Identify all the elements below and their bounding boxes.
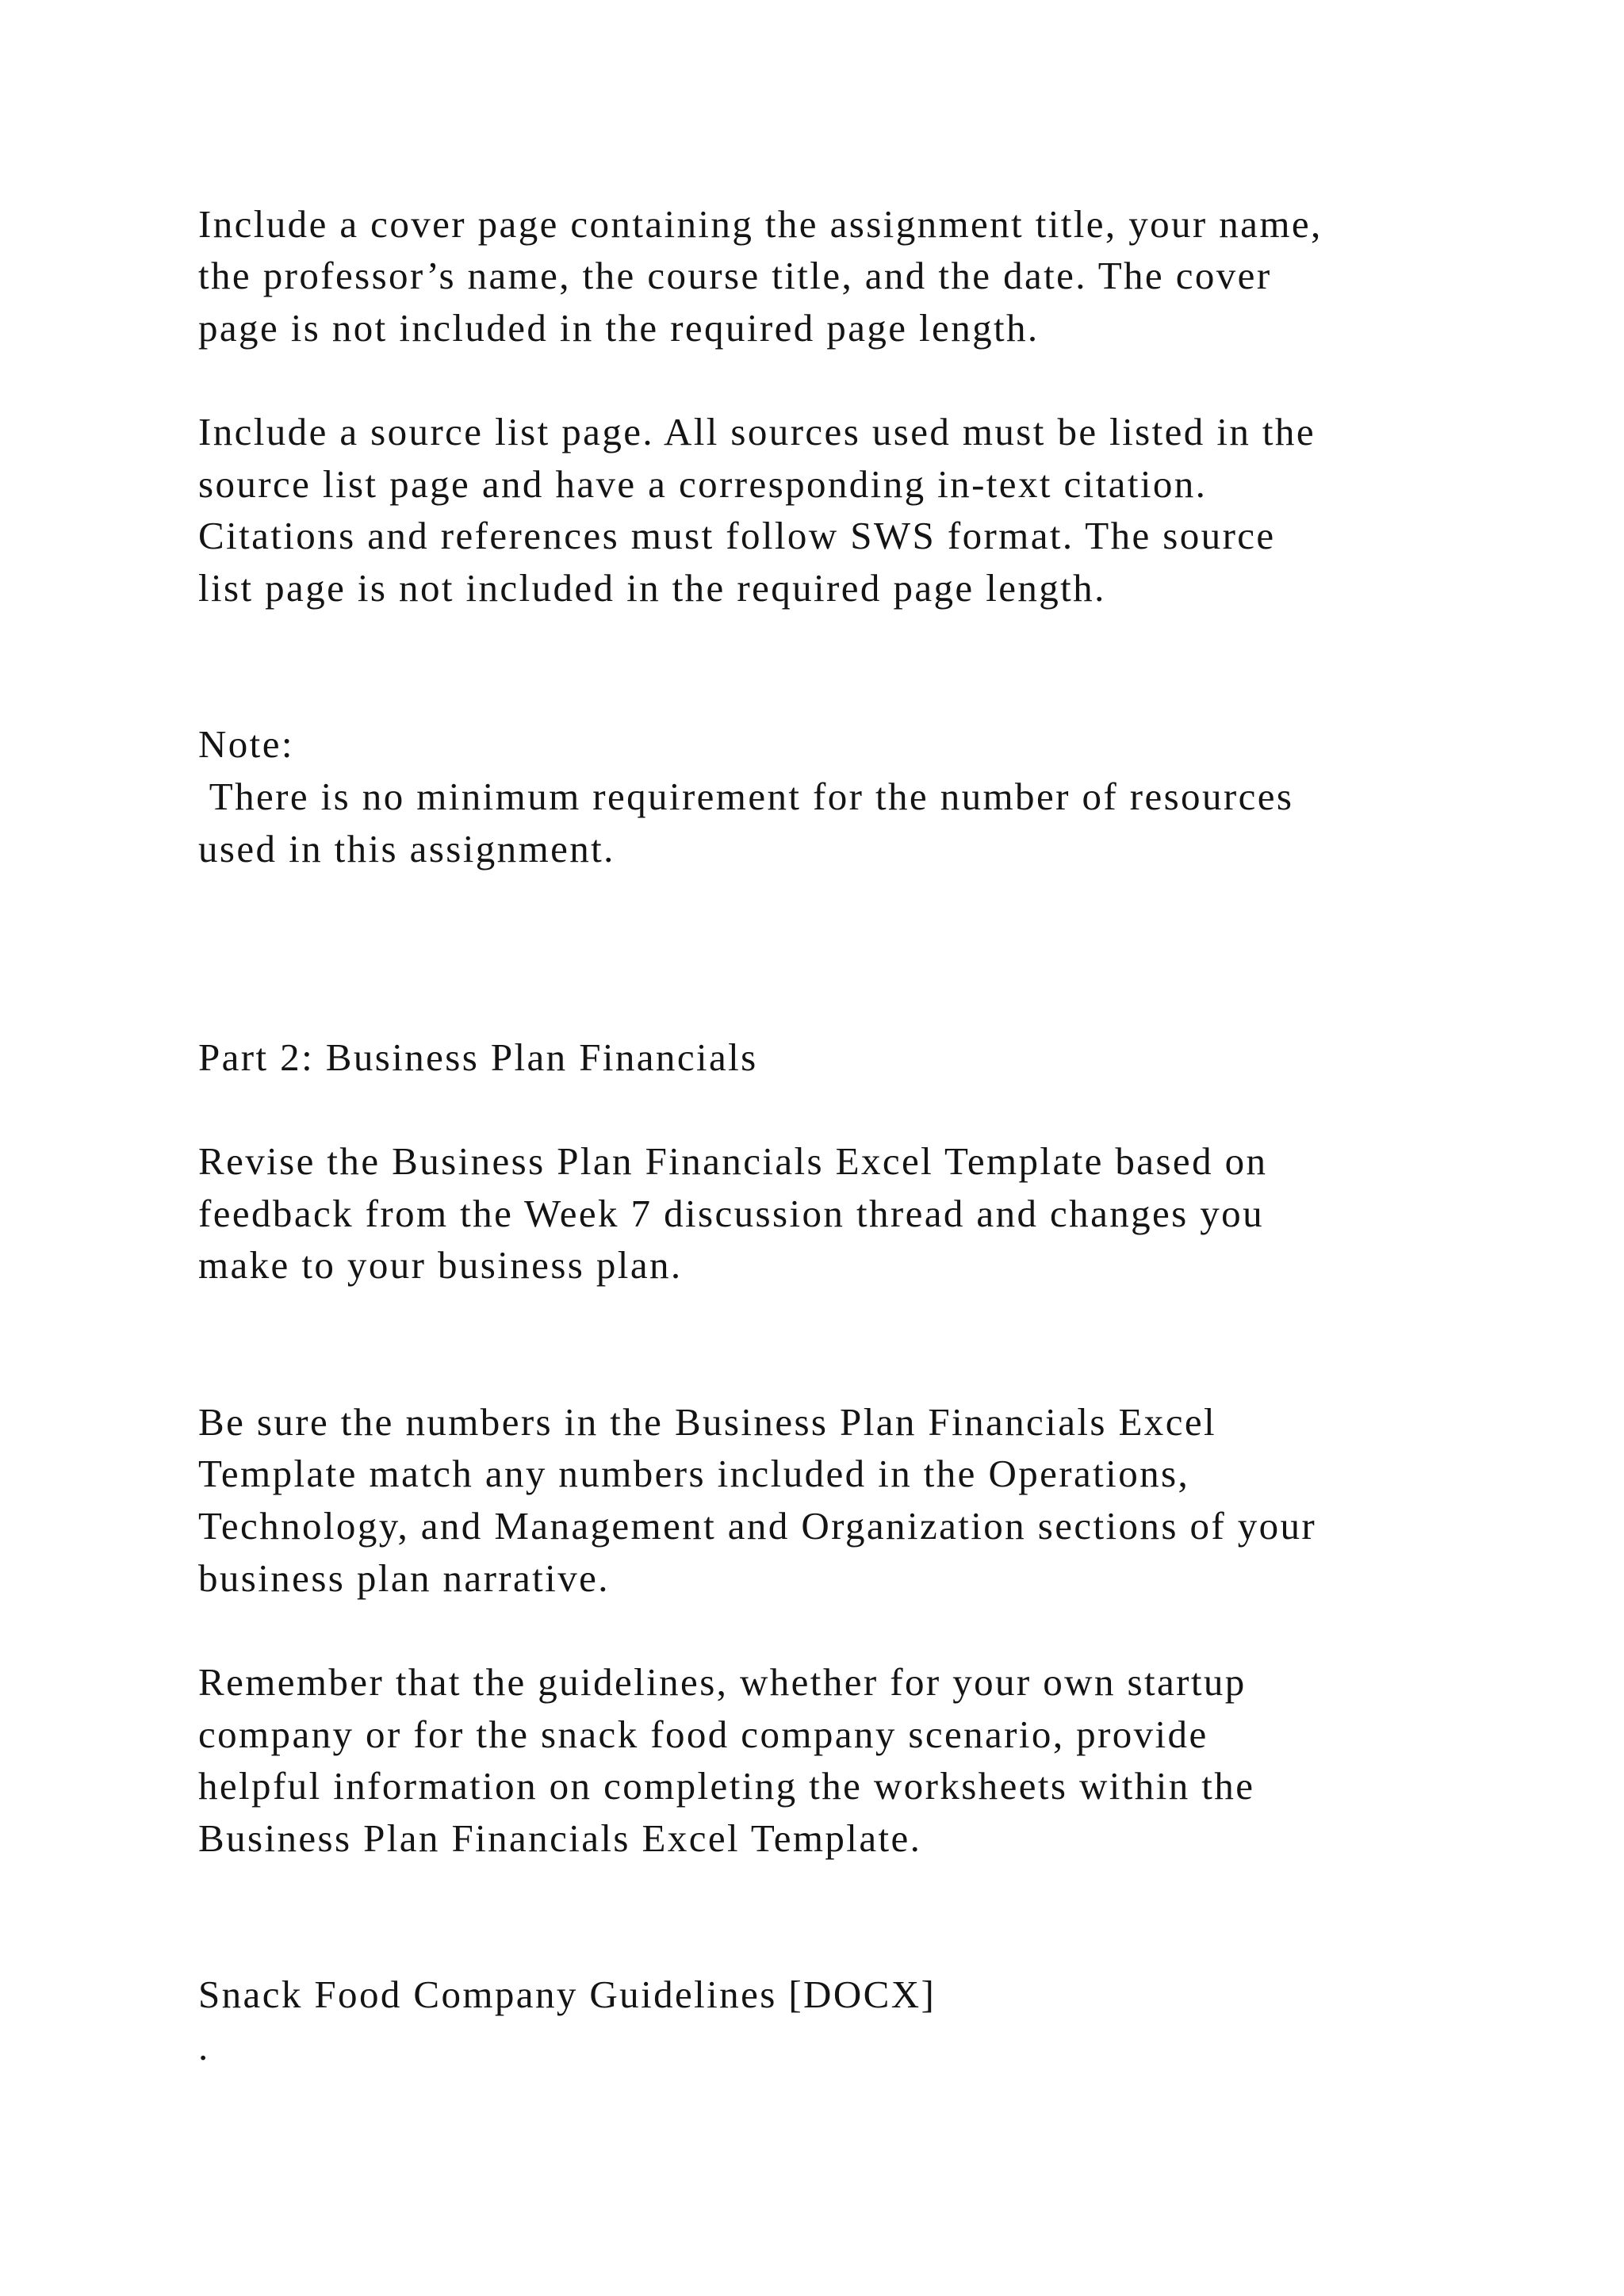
paragraph-line: Revise the Business Plan Financials Excel Template based on: [198, 1139, 1268, 1183]
trailing-period: .: [198, 2025, 210, 2068]
paragraph-line: page is not included in the required page length.: [198, 306, 1040, 350]
note-label: Note:: [198, 722, 294, 766]
paragraph-line: Citations and references must follow SWS format. The source: [198, 514, 1276, 557]
paragraph-line: Template match any numbers included in the Operations,: [198, 1452, 1190, 1495]
paragraph-line: feedback from the Week 7 discussion thread and changes you: [198, 1192, 1264, 1235]
paragraph-line: the professor’s name, the course title, and the date. The cover: [198, 254, 1272, 297]
paragraph-line: make to your business plan.: [198, 1243, 683, 1287]
section-heading: Part 2: Business Plan Financials: [198, 1035, 758, 1079]
paragraph-line: Include a source list page. All sources used must be listed in the: [198, 410, 1316, 453]
paragraph-line: source list page and have a corresponding in-text citation.: [198, 462, 1208, 506]
paragraph-line: Include a cover page containing the assignment title, your name,: [198, 202, 1323, 246]
paragraph-line: There is no minimum requirement for the number of resources: [198, 775, 1294, 818]
paragraph-line: Remember that the guidelines, whether for your own startup: [198, 1660, 1247, 1704]
paragraph-line: Business Plan Financials Excel Template.: [198, 1816, 922, 1860]
paragraph-line: Be sure the numbers in the Business Plan Financials Excel: [198, 1400, 1217, 1444]
paragraph-line: list page is not included in the required page length.: [198, 566, 1106, 610]
paragraph-line: used in this assignment.: [198, 827, 615, 871]
paragraph-line: business plan narrative.: [198, 1556, 610, 1600]
paragraph-line: helpful information on completing the worksheets within the: [198, 1764, 1255, 1808]
guidelines-document-link[interactable]: Snack Food Company Guidelines [DOCX]: [198, 1973, 936, 2016]
paragraph-line: company or for the snack food company scenario, provide: [198, 1712, 1208, 1756]
paragraph-line: Technology, and Management and Organization sections of your: [198, 1504, 1317, 1548]
